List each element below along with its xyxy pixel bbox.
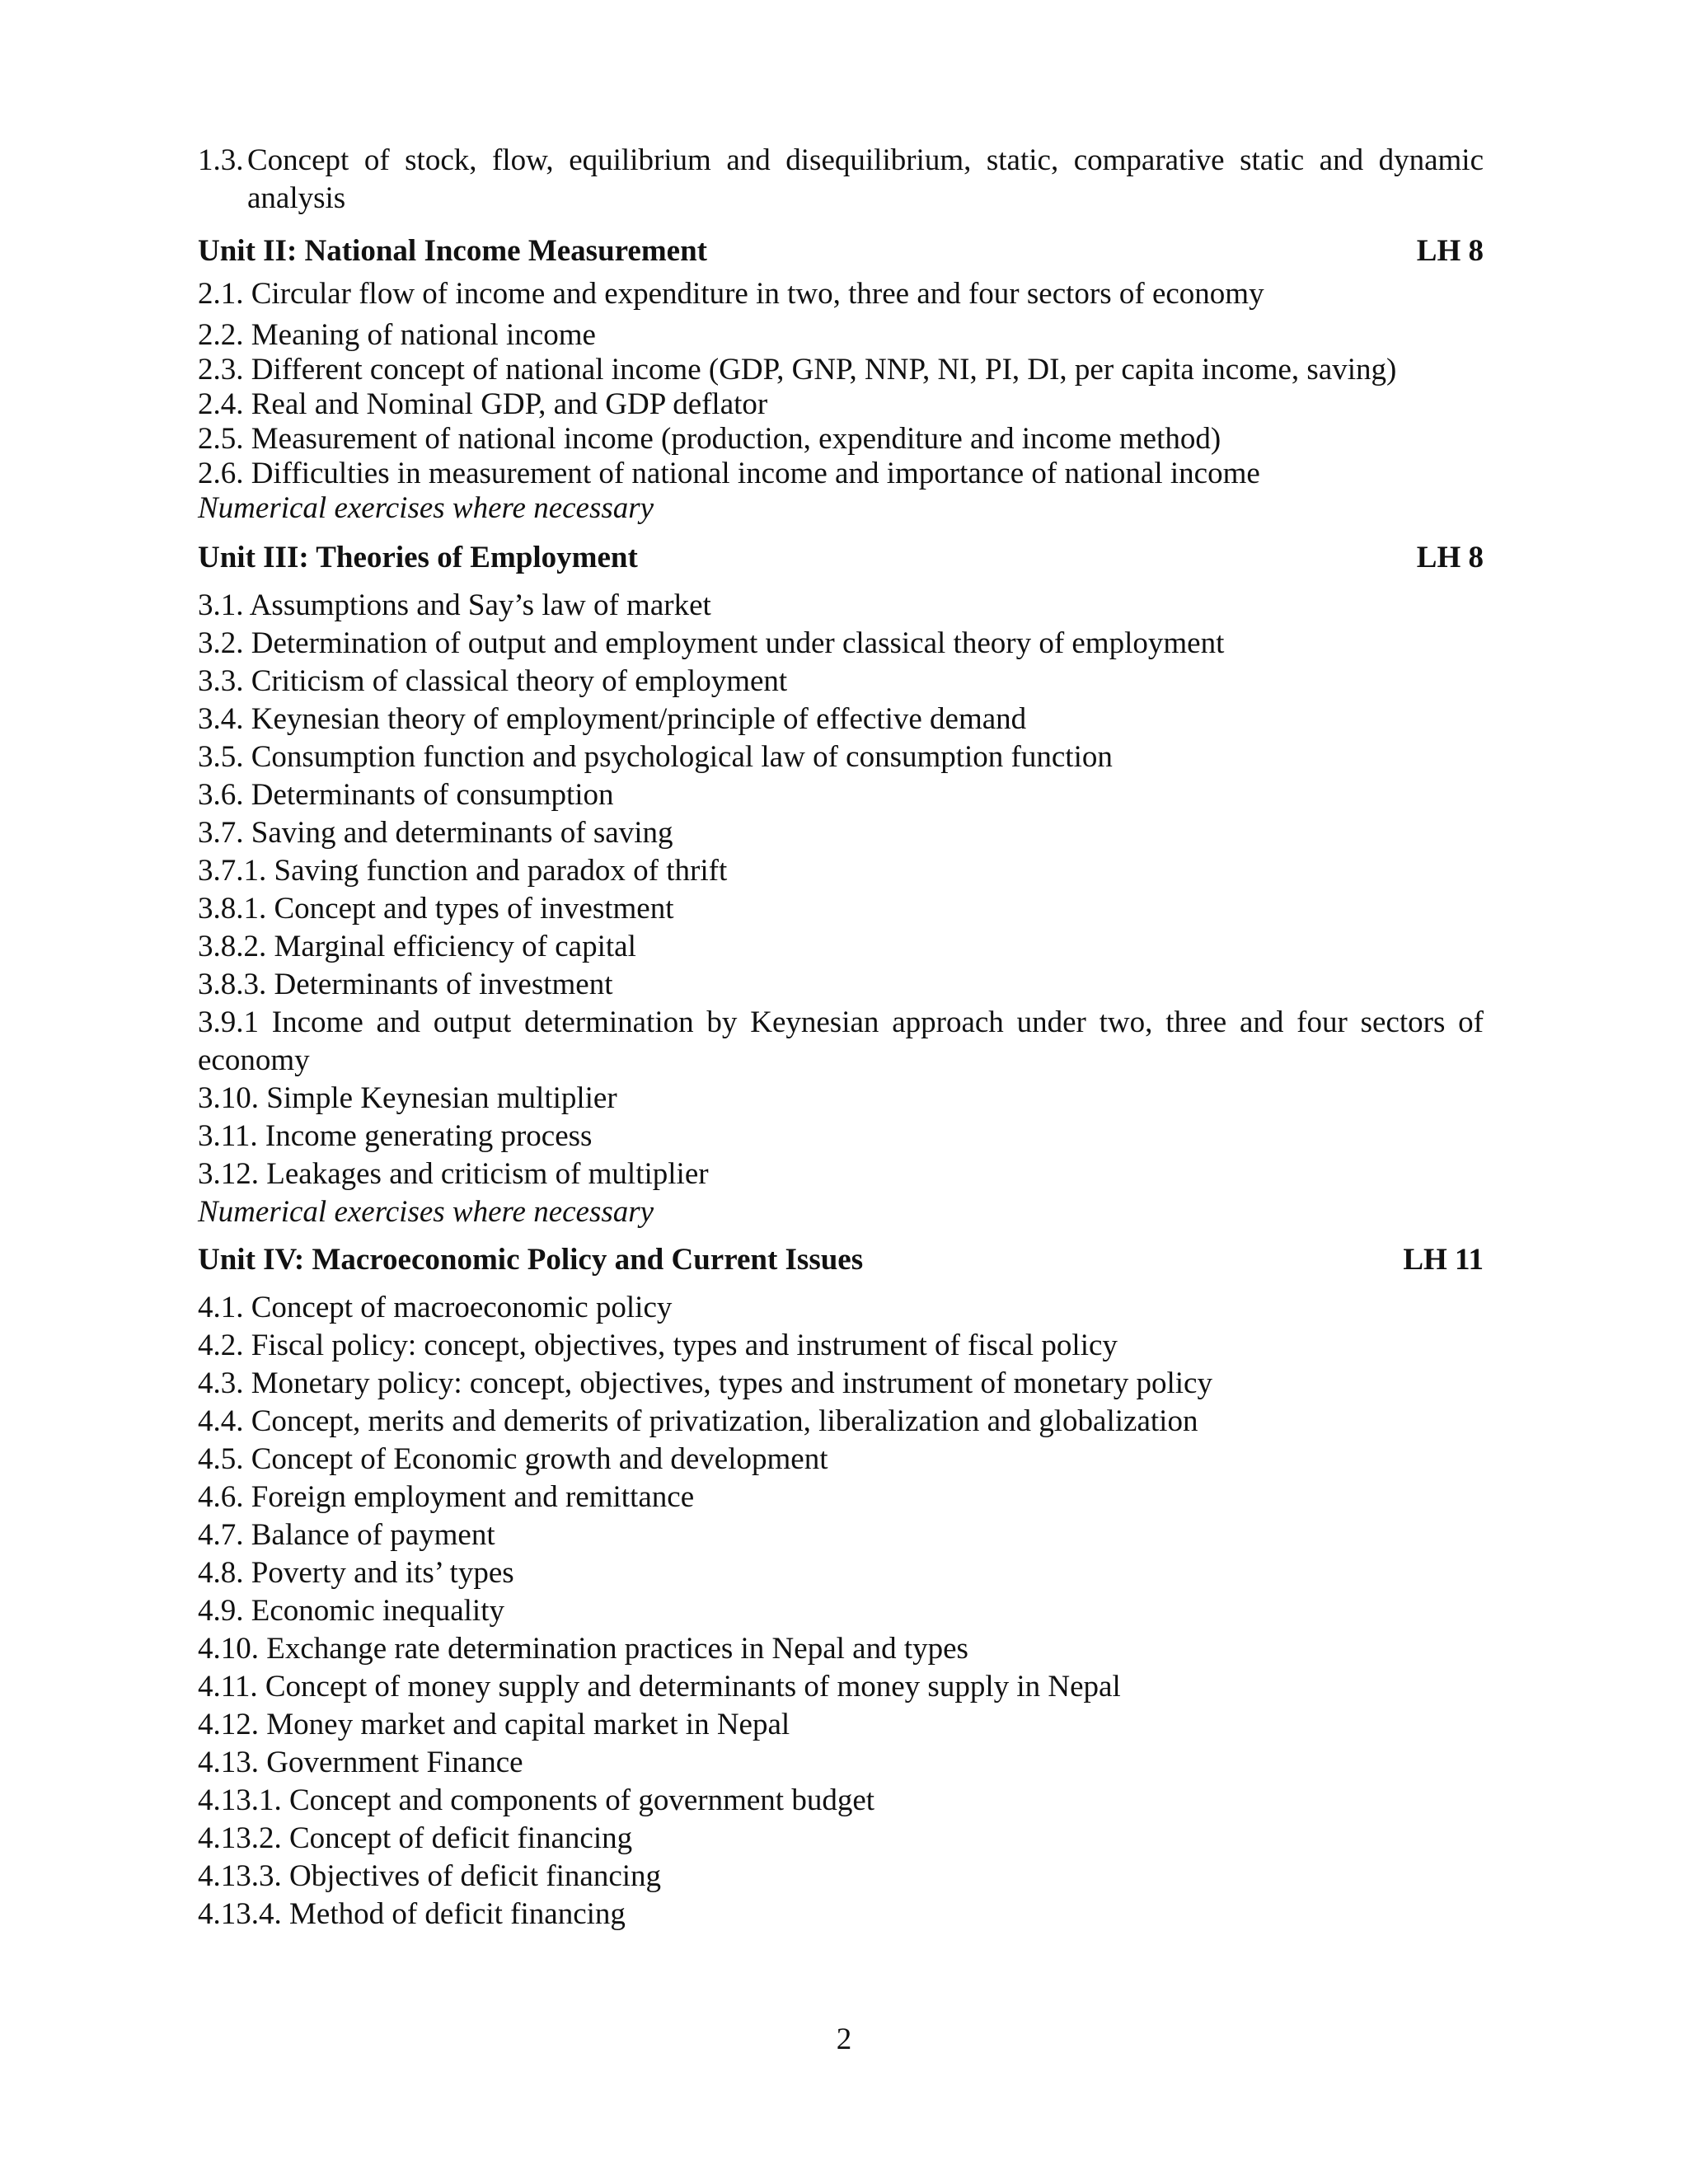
unit-hours: LH 8 [1416, 234, 1484, 268]
topic-item: 3.8.3. Determinants of investment [198, 968, 613, 1001]
topic-item: 4.9. Economic inequality [198, 1594, 504, 1628]
topic-item: 4.4. Concept, merits and demerits of privatization, liberalization and globalization [198, 1404, 1198, 1438]
unit-title: Unit II: National Income Measurement [198, 234, 707, 268]
topic-item: 4.13.3. Objectives of deficit financing [198, 1859, 662, 1893]
topic-item: 4.13.4. Method of deficit financing [198, 1897, 626, 1931]
topic-item: 2.5. Measurement of national income (production, expenditure and income method) [198, 422, 1221, 456]
topic-item: 4.12. Money market and capital market in Nepal [198, 1708, 790, 1741]
topic-item: 3.10. Simple Keynesian multiplier [198, 1081, 617, 1115]
topic-item: 3.11. Income generating process [198, 1119, 593, 1153]
topic-item: 2.2. Meaning of national income [198, 318, 596, 352]
topic-item: 4.3. Monetary policy: concept, objectives, types and instrument of monetary policy [198, 1366, 1212, 1400]
topic-1-3 [198, 142, 1484, 218]
unit-4-section [198, 1241, 1484, 1933]
topic-item: 3.6. Determinants of consumption [198, 778, 614, 812]
topic-item: 3.2. Determination of output and employment under classical theory of employment [198, 626, 1225, 660]
topic-item: 3.3. Criticism of classical theory of employment [198, 664, 788, 698]
topic-item: 3.7.1. Saving function and paradox of thrift [198, 854, 728, 888]
topic-item: 2.3. Different concept of national income (GDP, GNP, NNP, NI, PI, DI, per capita income, saving) [198, 353, 1397, 387]
topic-item: 4.13. Government Finance [198, 1746, 523, 1779]
topic-item: 3.8.2. Marginal efficiency of capital [198, 930, 636, 963]
topic-item: 3.1. Assumptions and Say’s law of market [198, 588, 711, 622]
topic-item: 4.2. Fiscal policy: concept, objectives, types and instrument of fiscal policy [198, 1329, 1118, 1362]
topic-item: 4.11. Concept of money supply and determinants of money supply in Nepal [198, 1670, 1121, 1704]
topic-item: 3.7. Saving and determinants of saving [198, 816, 673, 850]
page-number: 2 [836, 2022, 852, 2056]
topic-item: 4.5. Concept of Economic growth and development [198, 1442, 828, 1476]
topic-number: 1.3. [198, 143, 244, 177]
topic-item: 4.6. Foreign employment and remittance [198, 1480, 695, 1514]
unit-note: Numerical exercises where necessary [198, 491, 654, 525]
topic-item: 4.8. Poverty and its’ types [198, 1556, 514, 1590]
unit-3-section [198, 539, 1484, 1231]
topic-item: 3.4. Keynesian theory of employment/principle of effective demand [198, 702, 1027, 736]
topic-item: 3.8.1. Concept and types of investment [198, 892, 674, 926]
unit-title: Unit IV: Macroeconomic Policy and Current Issues [198, 1243, 864, 1277]
unit-hours: LH 11 [1403, 1243, 1484, 1277]
unit-title: Unit III: Theories of Employment [198, 541, 638, 574]
topic-item: 4.13.2. Concept of deficit financing [198, 1821, 633, 1855]
unit-hours: LH 8 [1416, 541, 1484, 574]
topic-item: 4.1. Concept of macroeconomic policy [198, 1291, 673, 1324]
unit-note: Numerical exercises where necessary [198, 1195, 654, 1229]
unit-heading [198, 1241, 1484, 1279]
topic-item: 4.10. Exchange rate determination practices in Nepal and types [198, 1632, 968, 1666]
topic-text: Concept of stock, flow, equilibrium and disequilibrium, static, comparative static and dynamic analysis [247, 143, 1484, 215]
topic-item: 4.13.1. Concept and components of government budget [198, 1783, 875, 1817]
topic-item: 3.12. Leakages and criticism of multiplier [198, 1157, 709, 1191]
unit-2-section [198, 232, 1484, 526]
topic-item: 2.4. Real and Nominal GDP, and GDP deflator [198, 387, 768, 421]
unit-heading [198, 232, 1484, 270]
syllabus-page [198, 142, 1484, 1933]
topic-item: 3.5. Consumption function and psychological law of consumption function [198, 740, 1113, 774]
topic-item: 2.1. Circular flow of income and expenditure in two, three and four sectors of economy [198, 277, 1264, 311]
topic-item: 3.9.1 Income and output determination by Keynesian approach under two, three and four sectors of economy [198, 1005, 1484, 1077]
unit-heading [198, 539, 1484, 577]
topic-item: 2.6. Difficulties in measurement of national income and importance of national income [198, 457, 1260, 490]
topic-item: 4.7. Balance of payment [198, 1518, 495, 1552]
